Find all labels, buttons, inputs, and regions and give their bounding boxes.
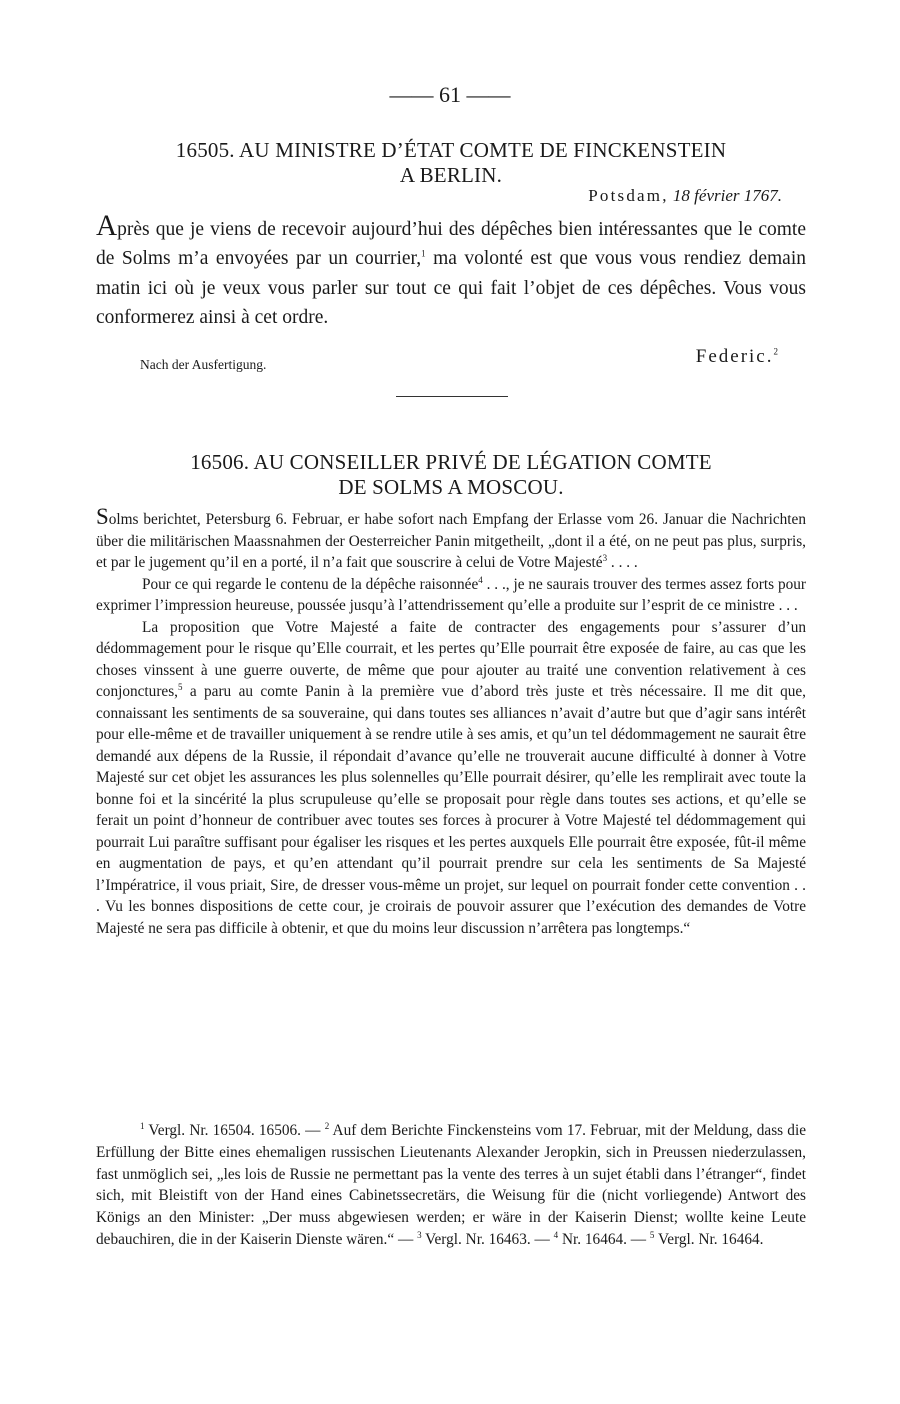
footnote-text: Vergl. Nr. 16464. xyxy=(654,1230,764,1248)
paragraph-text: . . ., je ne saurais trouver des termes assez forts pour exprimer l’impression heureuse, poussée jusqu’à l’attendrissement qu’elle a produite sur l’esprit de ce ministre . . . xyxy=(96,575,807,614)
signature xyxy=(696,346,780,368)
initial-letter: S xyxy=(96,504,109,529)
dateline-place: Potsdam, xyxy=(588,186,669,205)
letter-body-16505 xyxy=(96,212,806,332)
signature-text: Federic. xyxy=(695,346,774,367)
footnote-mark: 5 xyxy=(649,1229,655,1240)
report-paragraph xyxy=(96,506,806,574)
dateline xyxy=(588,186,782,206)
footnote-ref-5: 5 xyxy=(177,681,183,692)
report-body-16506 xyxy=(96,506,806,939)
footnote-mark: 4 xyxy=(553,1229,559,1240)
footnote-text: Vergl. Nr. 16504. 16506. — xyxy=(144,1122,325,1139)
letter-heading-16506 xyxy=(96,450,806,500)
paragraph-text: La proposition que Votre Majesté a faite de contracter des engagements pour s’assurer d’un dédommagement pour le risque qu’Elle courrait, et les pertes qu’Elle pourrait être exposée de faire, au cas que les choses vinssent à une guerre ouverte, de même que pour ajouter au traité une convention relativement à ces conjonctures, xyxy=(96,618,806,700)
report-paragraph xyxy=(96,617,806,940)
report-paragraph xyxy=(96,574,806,617)
letter-body-text-b: ma volonté est que vous vous rendiez demain matin ici où je veux vous parler sur tout ce qui fait l’objet de ces dépêches. Vous vous conformerez ainsi à cet ordre. xyxy=(96,248,806,328)
initial-letter: A xyxy=(96,210,118,242)
footnote-block xyxy=(96,1120,806,1251)
footnote-ref-3: 3 xyxy=(602,552,608,563)
footnote-ref-2: 2 xyxy=(773,346,780,357)
source-note: Nach der Ausfertigung. xyxy=(140,357,267,372)
paragraph-text: . . . . xyxy=(607,554,638,571)
letter-heading-16505 xyxy=(96,138,806,188)
section-divider xyxy=(396,396,508,397)
letter-heading-line-2: A BERLIN. xyxy=(399,163,503,187)
letter-heading-line-1: 16505. AU MINISTRE D’ÉTAT COMTE DE FINCKENSTEIN xyxy=(175,138,727,162)
footnote-text: Vergl. Nr. 16463. — xyxy=(421,1230,554,1248)
footnote-mark: 2 xyxy=(324,1120,330,1131)
page-number: —— 61 —— xyxy=(389,82,511,107)
paragraph-text: a paru au comte Panin à la première vue d’abord très juste et très nécessaire. Il me dit que, connaissant les sentiments de sa souveraine, qui dans toutes ses alliances n’avait d’autre but que d’agir sans intérêt pour elle-même et de travailler uniquement à se rendre utile à ses amis, et qu’un tel dédommagement ne saurait être demandé aux dépens de la Russie, il répondait d’avance qu’elle ne trouverait aucune difficulté à donner à Votre Majesté sur cet objet les assurances les plus solennelles qu’Elle pourrait désirer, qu’elle les remplirait avec toute la bonne foi et la sincérité la plus scrupuleuse qu’elle se proposait pour règle dans toutes ses actions, et qu’elle se ferait un point d’honneur de contribuer avec toutes ses forces à procurer à Votre Majesté tel dédommagement qui pourrait Lui paraître suffisant pour égaliser les risques et les pertes auxquels Elle pourrait être exposée, fût-il même en augmentation de pays, et qu’en attendant qu’il pourrait prendre sur cela les sentiments de Sa Majesté l’Impératrice, il vous priait, Sire, de dresser vous-même un projet, sur lequel on pourrait fonder cette convention . . . Vu les bonnes dispositions de cette cour, je croirais de pouvoir assurer que l’exécution des demandes de Votre Majesté ne sera pas difficile à obtenir, et que du moins leur discussion n’arrêtera pas longtemps.“ xyxy=(96,683,806,937)
footnote-mark: 1 xyxy=(140,1120,145,1131)
dateline-date: 18 février 1767. xyxy=(672,186,782,205)
footnote-ref-1: 1 xyxy=(421,248,426,259)
footnote-mark: 3 xyxy=(417,1229,422,1240)
letter-heading-line-1: 16506. AU CONSEILLER PRIVÉ DE LÉGATION COMTE xyxy=(190,450,712,474)
paragraph-text: Pour ce qui regarde le contenu de la dépêche raisonnée xyxy=(142,575,479,593)
letter-heading-line-2: DE SOLMS A MOSCOU. xyxy=(338,475,564,499)
footnote-text: Nr. 16464. — xyxy=(558,1230,650,1248)
footnote-text: Auf dem Berichte Finckensteins vom 17. Februar, mit der Meldung, dass die Erfüllung der Bitte eines ehemaligen russischen Lieutenants Alexander Jeropkin, sich in Preussen niederzulassen, fast unmöglich sei, „les lois de Russie ne permettant pas la vente des terres à un sujet établi dans l’étranger“, findet sich, mit Bleistift von der Hand eines Cabinetssecretärs, die Weisung für die (nicht vorliegende) Antwort des Königs an den Minister: „Der muss abgewiesen werden; er wäre in der Kaiserin Dienst; wollte keine Leute debauchiren, die in der Kaiserin Dienste wären.“ — xyxy=(96,1122,806,1248)
letter-body-text-a: près que je viens de recevoir aujourd’hui des dépêches bien intéressantes que le comte de Solms m’a envoyées par un courrier, xyxy=(96,219,806,270)
footnote-ref-4: 4 xyxy=(478,574,483,585)
paragraph-text: olms berichtet, Petersburg 6. Februar, er habe sofort nach Empfang der Erlasse vom 26. Januar die Nachrichten über die militärischen Maassnahmen der Oesterreicher Panin mitgetheilt, „dont il a été, on ne peut pas plus, surpris, et par le jugement qu’il en a porté, il n’a fait que souscrire à celui de Votre Majesté xyxy=(96,511,806,571)
footnotes xyxy=(96,1120,806,1251)
